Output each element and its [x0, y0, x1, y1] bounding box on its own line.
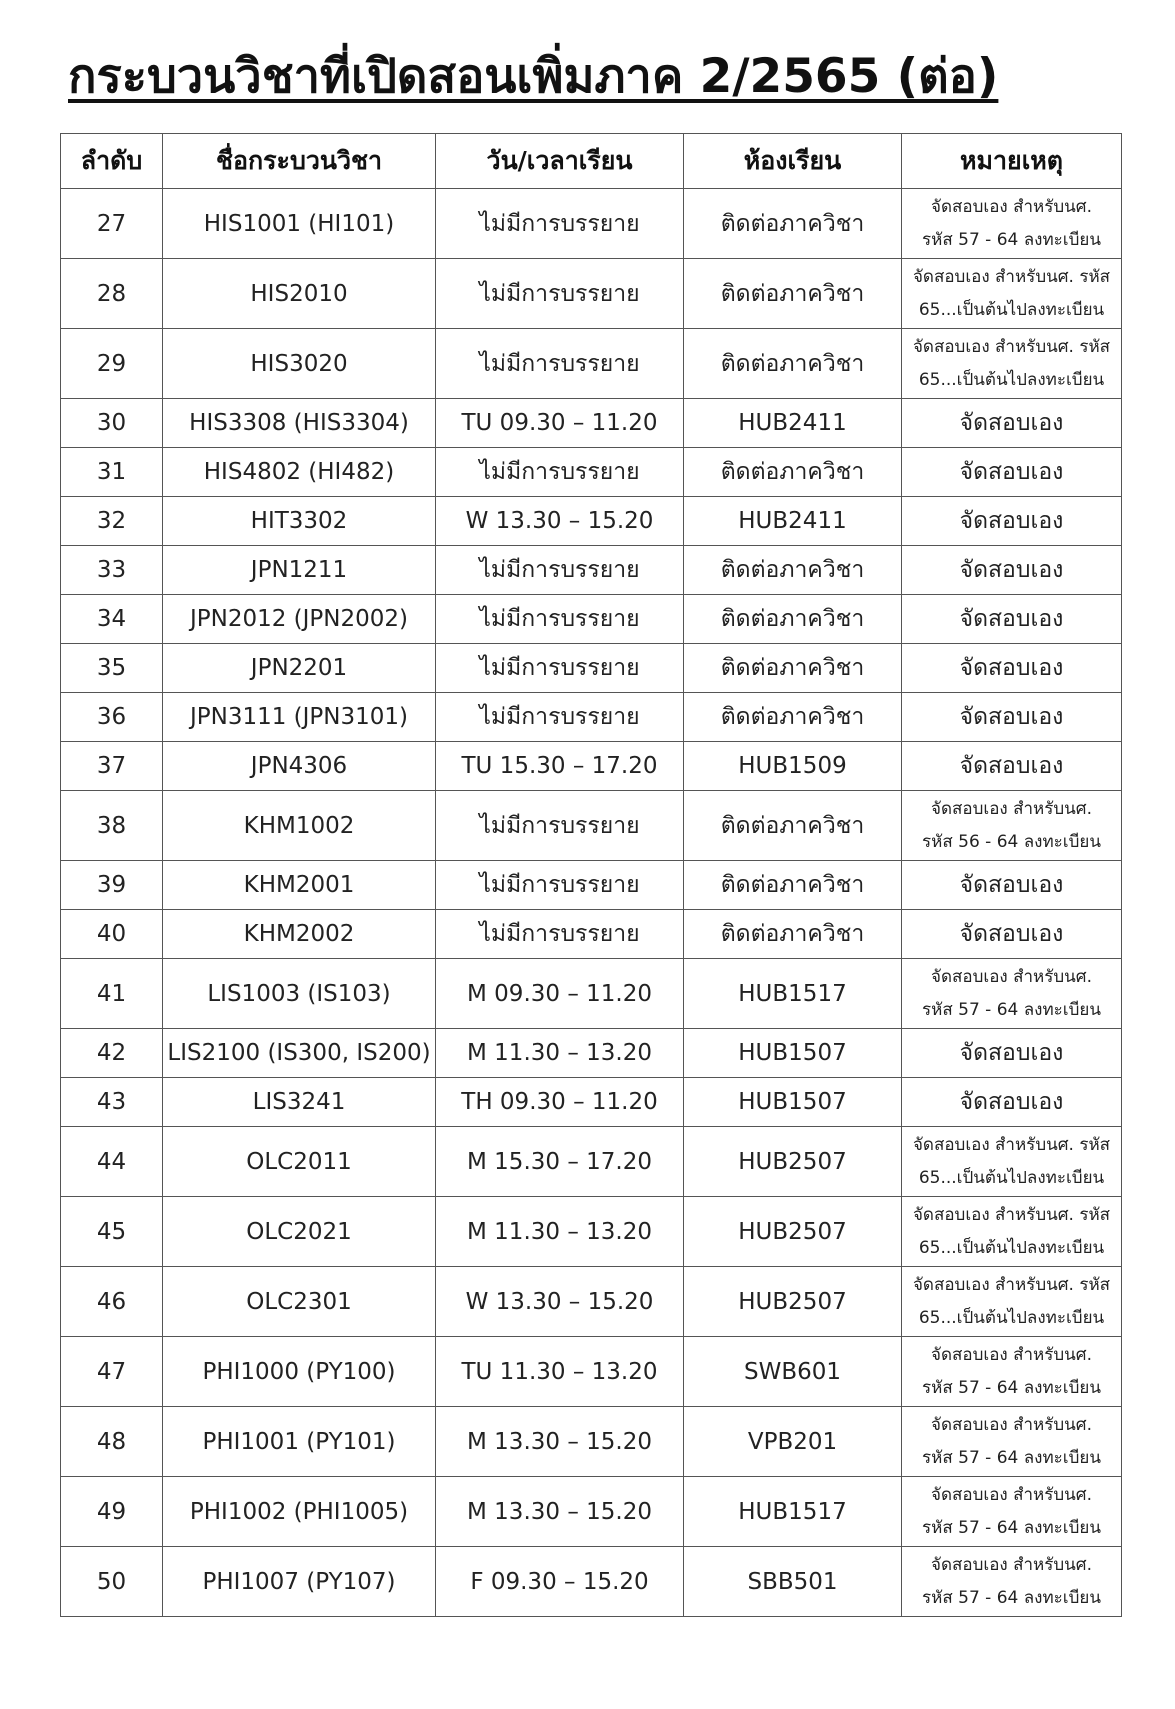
- table-row: [61, 546, 1122, 595]
- remark-line: จัดสอบเอง สำหรับนศ.: [931, 798, 1092, 819]
- cell-order: 28: [61, 259, 163, 329]
- cell-day-time: ไม่มีการบรรยาย: [436, 546, 684, 595]
- cell-course-name: OLC2301: [163, 1267, 436, 1337]
- remark-line: จัดสอบเอง: [959, 606, 1064, 632]
- cell-order: 46: [61, 1267, 163, 1337]
- page-title: กระบวนวิชาที่เปิดสอนเพิ่มภาค 2/2565 (ต่อ): [68, 49, 999, 104]
- cell-course-name: OLC2011: [163, 1127, 436, 1197]
- remark-line: จัดสอบเอง สำหรับนศ.: [931, 196, 1092, 217]
- table-row: [61, 1337, 1122, 1407]
- cell-course-name: HIS4802 (HI482): [163, 448, 436, 497]
- remark-line: 65...เป็นต้นไปลงทะเบียน: [918, 1167, 1105, 1188]
- table-row: [61, 959, 1122, 1029]
- remark-line: จัดสอบเอง: [959, 753, 1064, 779]
- cell-course-name: HIS3308 (HIS3304): [163, 399, 436, 448]
- table-row: [61, 791, 1122, 861]
- cell-remark: [902, 259, 1122, 329]
- cell-remark: [902, 399, 1122, 448]
- remark-line: จัดสอบเอง: [959, 410, 1064, 436]
- cell-remark: [902, 1267, 1122, 1337]
- cell-course-name: HIS1001 (HI101): [163, 189, 436, 259]
- cell-room: SWB601: [684, 1337, 902, 1407]
- cell-order: 40: [61, 910, 163, 959]
- cell-day-time: M 09.30 – 11.20: [436, 959, 684, 1029]
- cell-course-name: LIS3241: [163, 1078, 436, 1127]
- cell-room: ติดต่อภาควิชา: [684, 910, 902, 959]
- cell-room: ติดต่อภาควิชา: [684, 595, 902, 644]
- cell-remark: [902, 644, 1122, 693]
- remark-line: จัดสอบเอง: [959, 704, 1064, 730]
- table-row: [61, 189, 1122, 259]
- remark-line: รหัส 57 - 64 ลงทะเบียน: [922, 999, 1101, 1020]
- cell-order: 50: [61, 1547, 163, 1617]
- course-schedule-table: [60, 133, 1122, 1617]
- table-row: [61, 1547, 1122, 1617]
- remark-line: จัดสอบเอง สำหรับนศ. รหัส: [912, 266, 1111, 287]
- cell-day-time: ไม่มีการบรรยาย: [436, 595, 684, 644]
- cell-course-name: HIT3302: [163, 497, 436, 546]
- remark-line: จัดสอบเอง: [959, 557, 1064, 583]
- cell-day-time: TU 09.30 – 11.20: [436, 399, 684, 448]
- cell-remark: [902, 910, 1122, 959]
- table-row: [61, 1197, 1122, 1267]
- cell-remark: [902, 1477, 1122, 1547]
- remark-line: จัดสอบเอง สำหรับนศ.: [931, 1554, 1092, 1575]
- cell-remark: [902, 448, 1122, 497]
- cell-order: 41: [61, 959, 163, 1029]
- cell-room: HUB2411: [684, 497, 902, 546]
- cell-course-name: KHM1002: [163, 791, 436, 861]
- cell-course-name: JPN1211: [163, 546, 436, 595]
- cell-order: 48: [61, 1407, 163, 1477]
- cell-day-time: M 13.30 – 15.20: [436, 1477, 684, 1547]
- cell-remark: [902, 791, 1122, 861]
- table-header-row: [61, 134, 1122, 189]
- cell-remark: [902, 861, 1122, 910]
- cell-order: 29: [61, 329, 163, 399]
- cell-order: 36: [61, 693, 163, 742]
- cell-day-time: TU 11.30 – 13.20: [436, 1337, 684, 1407]
- cell-course-name: JPN4306: [163, 742, 436, 791]
- cell-course-name: JPN3111 (JPN3101): [163, 693, 436, 742]
- cell-day-time: ไม่มีการบรรยาย: [436, 259, 684, 329]
- table-body: [61, 189, 1122, 1617]
- table-row: [61, 1127, 1122, 1197]
- cell-day-time: W 13.30 – 15.20: [436, 497, 684, 546]
- cell-remark: [902, 546, 1122, 595]
- cell-remark: [902, 329, 1122, 399]
- cell-day-time: W 13.30 – 15.20: [436, 1267, 684, 1337]
- cell-room: ติดต่อภาควิชา: [684, 448, 902, 497]
- table-row: [61, 399, 1122, 448]
- cell-order: 43: [61, 1078, 163, 1127]
- cell-room: HUB2507: [684, 1127, 902, 1197]
- table-row: [61, 861, 1122, 910]
- cell-day-time: TU 15.30 – 17.20: [436, 742, 684, 791]
- table-row: [61, 1078, 1122, 1127]
- table-row: [61, 448, 1122, 497]
- cell-order: 44: [61, 1127, 163, 1197]
- cell-course-name: HIS2010: [163, 259, 436, 329]
- table-row: [61, 1407, 1122, 1477]
- cell-course-name: JPN2201: [163, 644, 436, 693]
- cell-room: ติดต่อภาควิชา: [684, 259, 902, 329]
- remark-line: รหัส 56 - 64 ลงทะเบียน: [922, 831, 1101, 852]
- table-row: [61, 329, 1122, 399]
- header-day-time: วัน/เวลาเรียน: [436, 134, 684, 189]
- cell-day-time: M 11.30 – 13.20: [436, 1029, 684, 1078]
- cell-day-time: ไม่มีการบรรยาย: [436, 791, 684, 861]
- cell-day-time: ไม่มีการบรรยาย: [436, 693, 684, 742]
- remark-line: รหัส 57 - 64 ลงทะเบียน: [922, 1377, 1101, 1398]
- cell-day-time: F 09.30 – 15.20: [436, 1547, 684, 1617]
- cell-order: 42: [61, 1029, 163, 1078]
- cell-order: 27: [61, 189, 163, 259]
- cell-room: HUB1517: [684, 959, 902, 1029]
- cell-order: 30: [61, 399, 163, 448]
- cell-order: 31: [61, 448, 163, 497]
- cell-order: 47: [61, 1337, 163, 1407]
- cell-room: HUB2411: [684, 399, 902, 448]
- table-row: [61, 644, 1122, 693]
- remark-line: จัดสอบเอง สำหรับนศ.: [931, 1484, 1092, 1505]
- cell-course-name: LIS1003 (IS103): [163, 959, 436, 1029]
- table-row: [61, 1267, 1122, 1337]
- header-room: ห้องเรียน: [684, 134, 902, 189]
- cell-day-time: ไม่มีการบรรยาย: [436, 910, 684, 959]
- cell-order: 49: [61, 1477, 163, 1547]
- header-remark: หมายเหตุ: [902, 134, 1122, 189]
- cell-room: HUB2507: [684, 1197, 902, 1267]
- cell-room: SBB501: [684, 1547, 902, 1617]
- remark-line: จัดสอบเอง สำหรับนศ. รหัส: [912, 1204, 1111, 1225]
- remark-line: จัดสอบเอง สำหรับนศ.: [931, 1414, 1092, 1435]
- cell-room: ติดต่อภาควิชา: [684, 546, 902, 595]
- cell-remark: [902, 693, 1122, 742]
- cell-room: ติดต่อภาควิชา: [684, 861, 902, 910]
- cell-remark: [902, 497, 1122, 546]
- remark-line: จัดสอบเอง: [959, 921, 1064, 947]
- table-row: [61, 595, 1122, 644]
- cell-order: 38: [61, 791, 163, 861]
- remark-line: รหัส 57 - 64 ลงทะเบียน: [922, 1587, 1101, 1608]
- table-row: [61, 1029, 1122, 1078]
- cell-remark: [902, 1337, 1122, 1407]
- cell-day-time: ไม่มีการบรรยาย: [436, 329, 684, 399]
- remark-line: จัดสอบเอง: [959, 1040, 1064, 1066]
- remark-line: จัดสอบเอง: [959, 655, 1064, 681]
- table-row: [61, 259, 1122, 329]
- cell-remark: [902, 1078, 1122, 1127]
- cell-room: HUB1507: [684, 1029, 902, 1078]
- remark-line: จัดสอบเอง สำหรับนศ.: [931, 1344, 1092, 1365]
- cell-room: HUB1507: [684, 1078, 902, 1127]
- remark-line: จัดสอบเอง: [959, 459, 1064, 485]
- cell-remark: [902, 1029, 1122, 1078]
- cell-room: ติดต่อภาควิชา: [684, 644, 902, 693]
- remark-line: จัดสอบเอง สำหรับนศ. รหัส: [912, 336, 1111, 357]
- remark-line: 65...เป็นต้นไปลงทะเบียน: [918, 1237, 1105, 1258]
- cell-order: 39: [61, 861, 163, 910]
- cell-course-name: PHI1001 (PY101): [163, 1407, 436, 1477]
- remark-line: จัดสอบเอง สำหรับนศ. รหัส: [912, 1134, 1111, 1155]
- cell-order: 32: [61, 497, 163, 546]
- cell-remark: [902, 595, 1122, 644]
- header-order: ลำดับ: [61, 134, 163, 189]
- cell-course-name: LIS2100 (IS300, IS200): [163, 1029, 436, 1078]
- cell-day-time: M 15.30 – 17.20: [436, 1127, 684, 1197]
- remark-line: จัดสอบเอง: [959, 872, 1064, 898]
- remark-line: จัดสอบเอง สำหรับนศ. รหัส: [912, 1274, 1111, 1295]
- remark-line: จัดสอบเอง: [959, 508, 1064, 534]
- cell-order: 33: [61, 546, 163, 595]
- cell-course-name: KHM2002: [163, 910, 436, 959]
- table-row: [61, 1477, 1122, 1547]
- table-row: [61, 742, 1122, 791]
- cell-room: HUB1517: [684, 1477, 902, 1547]
- cell-room: HUB2507: [684, 1267, 902, 1337]
- remark-line: 65...เป็นต้นไปลงทะเบียน: [918, 1307, 1105, 1328]
- remark-line: รหัส 57 - 64 ลงทะเบียน: [922, 229, 1101, 250]
- table-row: [61, 497, 1122, 546]
- cell-course-name: HIS3020: [163, 329, 436, 399]
- cell-order: 37: [61, 742, 163, 791]
- header-course-name: ชื่อกระบวนวิชา: [163, 134, 436, 189]
- cell-order: 34: [61, 595, 163, 644]
- remark-line: 65...เป็นต้นไปลงทะเบียน: [918, 369, 1105, 390]
- cell-room: ติดต่อภาควิชา: [684, 329, 902, 399]
- cell-day-time: ไม่มีการบรรยาย: [436, 644, 684, 693]
- remark-line: จัดสอบเอง: [959, 1089, 1064, 1115]
- table-row: [61, 693, 1122, 742]
- cell-remark: [902, 1127, 1122, 1197]
- cell-remark: [902, 1547, 1122, 1617]
- cell-room: ติดต่อภาควิชา: [684, 189, 902, 259]
- remark-line: รหัส 57 - 64 ลงทะเบียน: [922, 1447, 1101, 1468]
- cell-remark: [902, 1197, 1122, 1267]
- cell-room: ติดต่อภาควิชา: [684, 693, 902, 742]
- cell-remark: [902, 959, 1122, 1029]
- cell-day-time: TH 09.30 – 11.20: [436, 1078, 684, 1127]
- cell-day-time: ไม่มีการบรรยาย: [436, 861, 684, 910]
- cell-day-time: M 13.30 – 15.20: [436, 1407, 684, 1477]
- remark-line: รหัส 57 - 64 ลงทะเบียน: [922, 1517, 1101, 1538]
- cell-remark: [902, 189, 1122, 259]
- cell-course-name: KHM2001: [163, 861, 436, 910]
- cell-order: 45: [61, 1197, 163, 1267]
- cell-room: ติดต่อภาควิชา: [684, 791, 902, 861]
- cell-day-time: ไม่มีการบรรยาย: [436, 448, 684, 497]
- cell-course-name: PHI1007 (PY107): [163, 1547, 436, 1617]
- cell-course-name: OLC2021: [163, 1197, 436, 1267]
- cell-remark: [902, 1407, 1122, 1477]
- cell-course-name: PHI1002 (PHI1005): [163, 1477, 436, 1547]
- cell-course-name: JPN2012 (JPN2002): [163, 595, 436, 644]
- cell-day-time: ไม่มีการบรรยาย: [436, 189, 684, 259]
- table-row: [61, 910, 1122, 959]
- cell-remark: [902, 742, 1122, 791]
- cell-day-time: M 11.30 – 13.20: [436, 1197, 684, 1267]
- cell-room: VPB201: [684, 1407, 902, 1477]
- remark-line: จัดสอบเอง สำหรับนศ.: [931, 966, 1092, 987]
- remark-line: 65...เป็นต้นไปลงทะเบียน: [918, 299, 1105, 320]
- cell-order: 35: [61, 644, 163, 693]
- cell-room: HUB1509: [684, 742, 902, 791]
- cell-course-name: PHI1000 (PY100): [163, 1337, 436, 1407]
